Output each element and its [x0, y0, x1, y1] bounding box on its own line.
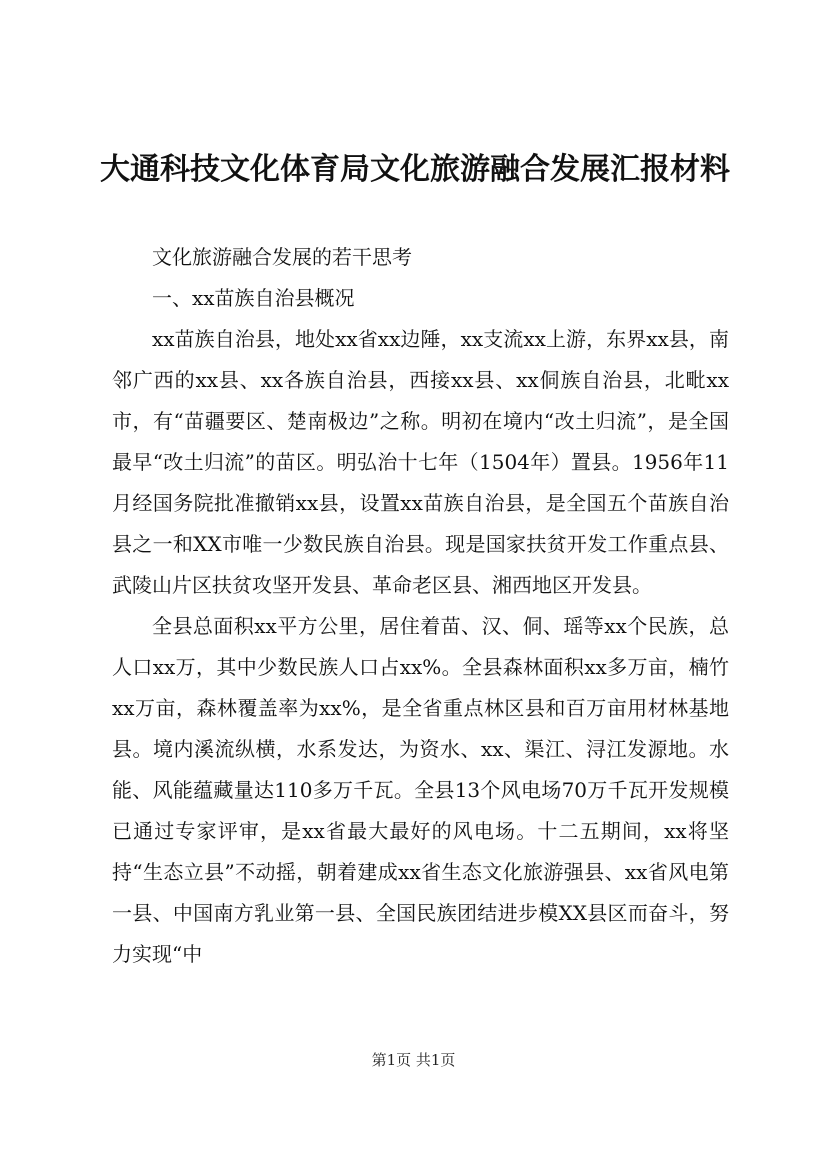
document-body: [112, 237, 729, 975]
paragraph-overview: xx苗族自治县，地处xx省xx边陲，xx支流xx上游，东界xx县，南邻广西的xx县、xx各族自治县，西接xx县、xx侗族自治县，北毗xx市，有“苗疆要区、楚南极边”之称。明初在境内“改土归流”，是全国最早“改土归流”的苗区。明弘治十七年（1504年）置县。1956年11月经国务院批准撤销xx县，设置xx苗族自治县，是全国五个苗族自治县之一和XX市唯一少数民族自治县。现是国家扶贫开发工作重点县、武陵山片区扶贫攻坚开发县、革命老区县、湘西地区开发县。: [112, 327, 729, 597]
section-heading: 一、xx苗族自治县概况: [152, 286, 355, 310]
page-footer: 第1页 共1页: [371, 1051, 456, 1069]
document-subtitle: 文化旅游融合发展的若干思考: [152, 245, 412, 269]
document-title: 大通科技文化体育局文化旅游融合发展汇报材料: [100, 152, 730, 187]
paragraph-resources: 全县总面积xx平方公里，居住着苗、汉、侗、瑶等xx个民族，总人口xx万，其中少数民族人口占xx%。全县森林面积xx多万亩，楠竹xx万亩，森林覆盖率为xx%，是全省重点林区县和百万亩用材林基地县。境内溪流纵横，水系发达，为资水、xx、渠江、浔江发源地。水能、风能蕴藏量达110多万千瓦。全县13个风电场70万千瓦开发规模已通过专家评审，是xx省最大最好的风电场。十二五期间，xx将坚持“生态立县”不动摇，朝着建成xx省生态文化旅游强县、xx省风电第一县、中国南方乳业第一县、全国民族团结进步模XX县区而奋斗，努力实现“中: [112, 614, 729, 966]
